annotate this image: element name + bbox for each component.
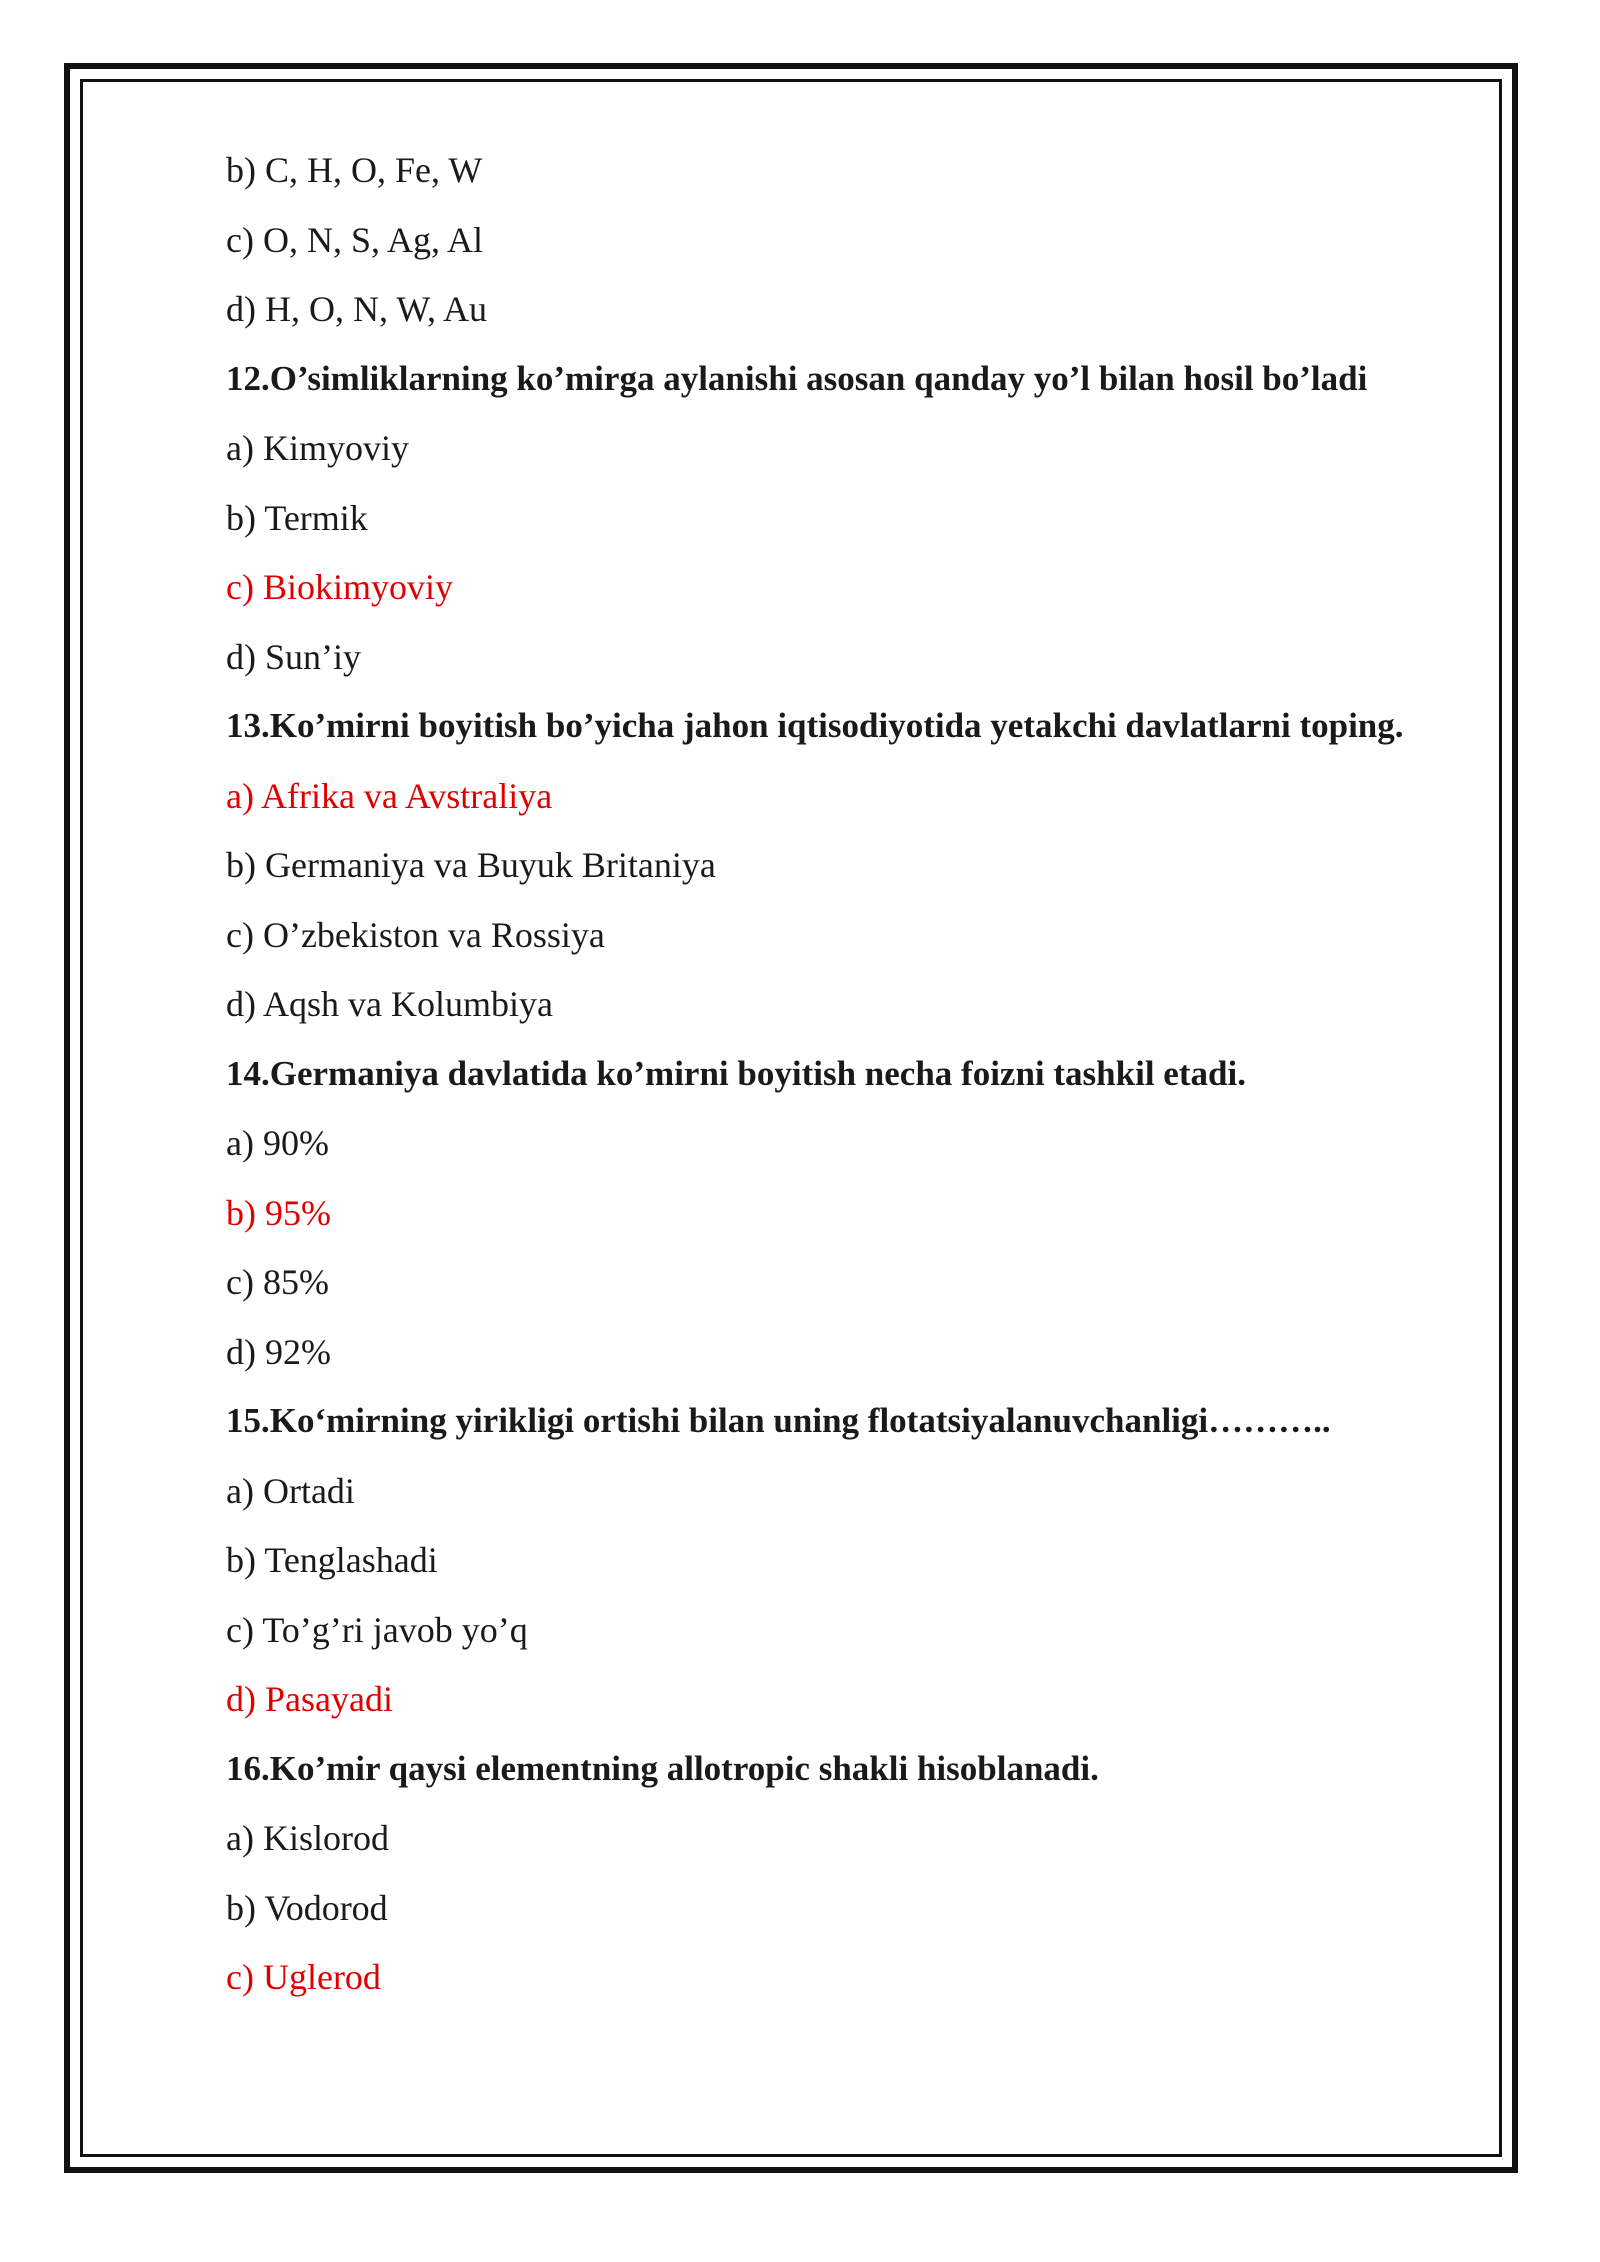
option-line: b) C, H, O, Fe, W [226,150,483,190]
option-line: c) O’zbekiston va Rossiya [226,914,605,955]
option-line: d) 92% [226,1331,331,1372]
option-line: a) Kimyoviy [226,428,409,468]
option-line: b) Termik [226,497,368,538]
option-line: d) Sun’iy [226,636,361,677]
option-line: d) H, O, N, W, Au [226,289,488,329]
correct-option-line: c) Uglerod [226,1957,381,1997]
question-13: 13.Ko’mirni boyitish bo’yicha jahon iqtisodiyotida yetakchi davlatlarni toping. [226,706,1404,745]
option-line: d) Aqsh va Kolumbiya [226,984,553,1024]
question-14: 14.Germaniya davlatida ko’mirni boyitish necha foizni tashkil etadi. [226,1053,1246,1093]
option-line: c) O, N, S, Ag, Al [226,219,484,260]
question-16: 16.Ko’mir qaysi elementning allotropic shakli hisoblanadi. [226,1748,1099,1788]
option-line: a) Ortadi [226,1470,355,1511]
option-line: a) Kislorod [226,1818,389,1858]
quiz-content [226,148,1466,2025]
option-line: b) Germaniya va Buyuk Britaniya [226,845,716,885]
option-line: b) Tenglashadi [226,1540,438,1580]
option-line: c) To’g’ri javob yo’q [226,1609,528,1650]
option-line: a) 90% [226,1123,329,1163]
correct-option-line: c) Biokimyoviy [226,567,453,607]
correct-option-line: d) Pasayadi [226,1679,393,1719]
question-12: 12.O’simliklarning ko’mirga aylanishi asosan qanday yo’l bilan hosil bo’ladi [226,358,1368,398]
correct-option-line: b) 95% [226,1192,331,1233]
question-15: 15.Ko‘mirning yirikligi ortishi bilan uning flotatsiyalanuvchanligi……….. [226,1401,1331,1440]
correct-option-line: a) Afrika va Avstraliya [226,775,553,816]
option-line: c) 85% [226,1262,329,1302]
option-line: b) Vodorod [226,1887,388,1928]
